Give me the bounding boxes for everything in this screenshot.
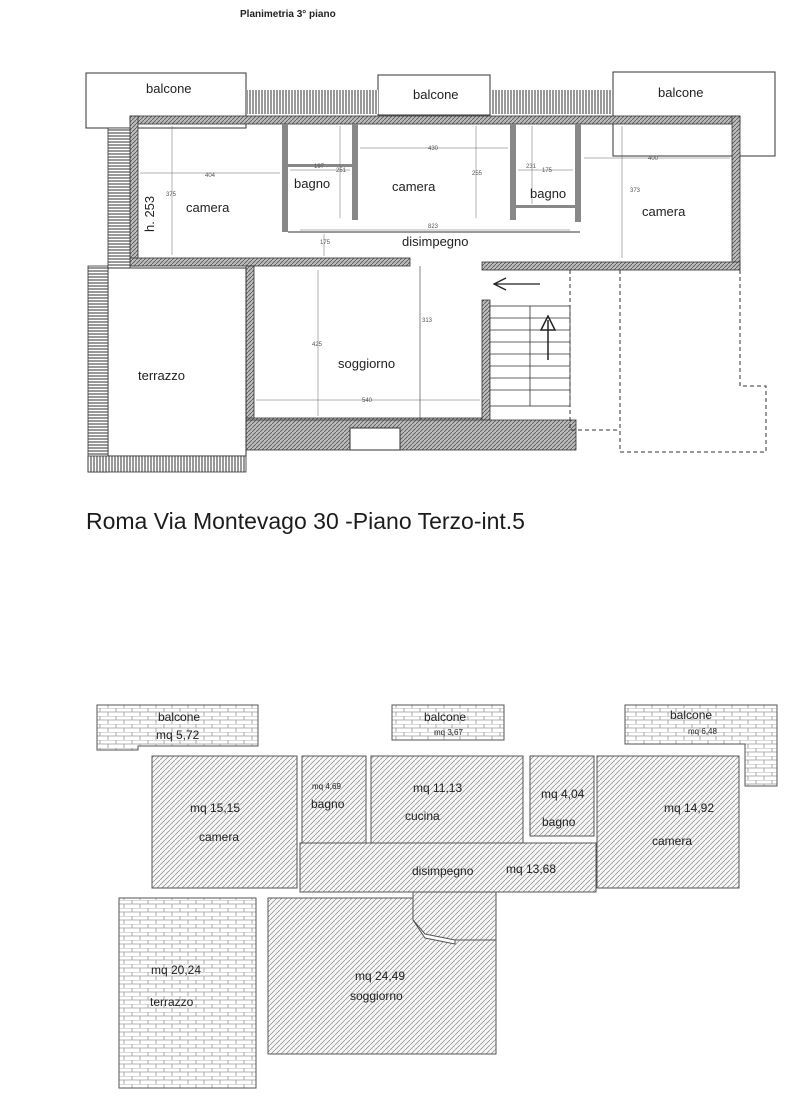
outer-wall (482, 300, 490, 426)
label-camera: camera (642, 204, 686, 219)
area-plan (0, 700, 800, 1105)
entry-arrow-icon (494, 278, 540, 290)
floor-plan (0, 0, 800, 500)
area-value: mq 20,24 (151, 963, 202, 977)
page-title: Planimetria 3° piano (240, 9, 336, 20)
area-cucina (371, 756, 523, 846)
inner-wall (575, 124, 581, 222)
railing-strip (490, 90, 613, 114)
area-value: mq 11,13 (413, 781, 463, 795)
dim-label: 430 (428, 146, 439, 152)
railing-strip (246, 90, 378, 114)
label-disimpegno: disimpegno (402, 234, 469, 249)
label-balcone: balcone (658, 85, 704, 100)
dim-label: 425 (312, 342, 323, 348)
dim-label: 823 (428, 224, 439, 230)
area-value: mq 3,67 (434, 728, 463, 737)
dim-label: 175 (320, 240, 331, 246)
area-label: disimpegno (412, 864, 474, 878)
area-label: balcone (670, 708, 713, 722)
area-label: cucina (405, 809, 440, 823)
area-terrazzo (119, 898, 256, 1088)
area-value: mq 15,15 (190, 801, 241, 815)
address-caption: Roma Via Montevago 30 -Piano Terzo-int.5 (86, 508, 525, 534)
area-value: mq 4,69 (312, 782, 341, 791)
area-label: balcone (424, 710, 467, 724)
label-height: h. 253 (142, 195, 157, 232)
area-camera-right (597, 756, 739, 888)
dim-label: 251 (336, 168, 347, 174)
label-camera: camera (392, 179, 436, 194)
label-soggiorno: soggiorno (338, 356, 396, 371)
area-value: mq 6,48 (688, 727, 717, 736)
outer-wall (482, 262, 740, 270)
area-value: mq 24,49 (355, 969, 406, 983)
railing-left (88, 266, 108, 472)
dim-label: 373 (630, 188, 641, 194)
area-label: bagno (542, 815, 576, 829)
dashed-outline (570, 270, 766, 452)
area-value: mq 14,92 (664, 801, 715, 815)
outer-wall (246, 266, 254, 426)
dim-label: 175 (542, 168, 553, 174)
dim-label: 231 (526, 164, 537, 170)
area-label: balcone (158, 710, 201, 724)
area-disimpegno-ext (413, 892, 496, 940)
dim-label: 197 (314, 164, 325, 170)
railing-bottom (88, 456, 246, 472)
area-label: camera (199, 830, 240, 844)
label-balcone: balcone (146, 81, 192, 96)
label-camera: camera (186, 200, 230, 215)
outer-wall (130, 116, 740, 124)
dim-label: 400 (648, 156, 659, 162)
dim-label: 375 (166, 192, 177, 198)
label-bagno: bagno (530, 186, 567, 201)
area-camera-left (152, 756, 297, 888)
area-value: mq 13,68 (506, 862, 557, 876)
inner-wall (510, 124, 516, 220)
inner-wall (516, 205, 575, 208)
label-terrazzo: terrazzo (138, 368, 185, 383)
area-label: soggiorno (350, 989, 403, 1003)
railing-left (108, 128, 130, 268)
label-bagno: bagno (294, 176, 331, 191)
area-value: mq 5,72 (156, 728, 200, 742)
outer-wall (130, 258, 410, 266)
dim-label: 313 (422, 318, 433, 324)
outer-wall (130, 116, 138, 266)
area-label: bagno (311, 797, 345, 811)
outer-wall (732, 116, 740, 268)
area-value: mq 4,04 (541, 787, 585, 801)
inner-wall (352, 124, 358, 220)
outer-wall (246, 420, 576, 450)
window (350, 428, 400, 450)
inner-wall (282, 124, 288, 232)
terrazzo-shape (108, 268, 246, 456)
label-balcone: balcone (413, 87, 459, 102)
area-label: terrazzo (150, 995, 194, 1009)
dim-label: 540 (362, 398, 373, 404)
dim-label: 404 (205, 173, 216, 179)
dim-label: 255 (472, 171, 483, 177)
area-label: camera (652, 834, 693, 848)
